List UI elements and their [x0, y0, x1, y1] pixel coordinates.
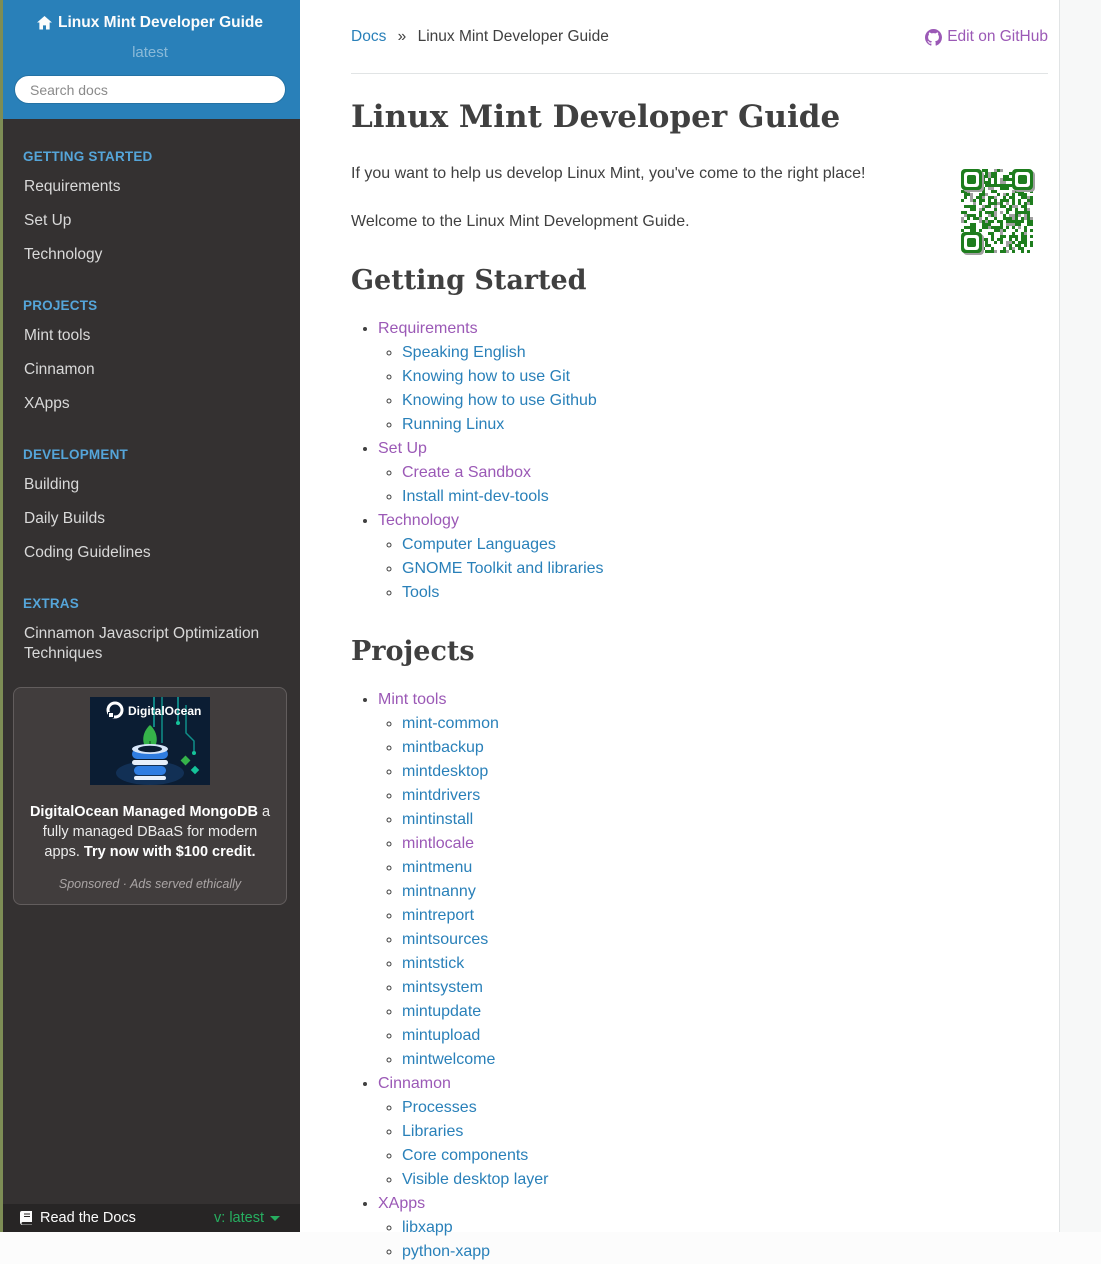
book-icon: [20, 1211, 33, 1225]
toc-subitem: [402, 1240, 1048, 1264]
toc-link-mintupload[interactable]: mintupload: [402, 1027, 481, 1044]
intro-paragraph-1: If you want to help us develop Linux Mint, you've come to the right place!: [351, 165, 866, 182]
sidebar-caption-extras: EXTRAS: [23, 596, 79, 611]
intro-paragraph-2: Welcome to the Linux Mint Development Guide.: [351, 213, 690, 230]
toc-link-core-components[interactable]: Core components: [402, 1147, 529, 1164]
toc-link-mintnanny[interactable]: mintnanny: [402, 883, 476, 900]
version-label: latest: [132, 44, 168, 61]
toc-link-mintreport[interactable]: mintreport: [402, 907, 475, 924]
breadcrumb: [351, 28, 1048, 46]
toc-link-requirements[interactable]: Requirements: [378, 320, 478, 337]
toc-link-xapps[interactable]: XApps: [378, 1195, 426, 1212]
toc-subitem: [402, 832, 1048, 856]
toc-link-knowing-how-to-use-git[interactable]: Knowing how to use Git: [402, 368, 571, 385]
sidebar-item-cinnamon[interactable]: Cinnamon: [24, 361, 95, 378]
sidebar: [0, 0, 300, 1232]
section-heading-projects: Projects: [351, 636, 475, 667]
sidebar-item-xapps[interactable]: XApps: [24, 395, 70, 412]
content-right-gutter: [1059, 0, 1101, 1232]
toc-link-mintupdate[interactable]: mintupdate: [402, 1003, 482, 1020]
toc-subitem: [402, 365, 1048, 389]
toc-subitem: [402, 1168, 1048, 1192]
sidebar-item-set-up[interactable]: Set Up: [24, 212, 72, 229]
breadcrumb-current: Linux Mint Developer Guide: [417, 28, 609, 45]
section-heading-getting-started: Getting Started: [351, 265, 587, 296]
toc-link-create-a-sandbox[interactable]: Create a Sandbox: [402, 464, 531, 481]
toc-item: [378, 688, 1048, 1072]
version-flyout-toggle[interactable]: v: latest: [214, 1210, 280, 1226]
sidebar-caption-getting-started: GETTING STARTED: [23, 149, 153, 164]
sidebar-caption-projects: PROJECTS: [23, 298, 98, 313]
toc-link-mint-common[interactable]: mint-common: [402, 715, 499, 732]
breadcrumb-docs-link[interactable]: Docs: [351, 28, 387, 45]
toc-link-running-linux[interactable]: Running Linux: [402, 416, 505, 433]
toc-subitem: [402, 880, 1048, 904]
toc-subitem: [402, 952, 1048, 976]
toc-link-mintsources[interactable]: mintsources: [402, 931, 489, 948]
search-input[interactable]: [14, 75, 286, 104]
db-cylinder: [132, 744, 168, 780]
toc-link-python-xapp[interactable]: python-xapp: [402, 1243, 491, 1260]
page-title: Linux Mint Developer Guide: [351, 99, 841, 135]
toc-subitem: [402, 389, 1048, 413]
sidebar-item-mint-tools[interactable]: Mint tools: [24, 327, 91, 344]
toc-link-mint-tools[interactable]: Mint tools: [378, 691, 447, 708]
toc-link-mintdesktop[interactable]: mintdesktop: [402, 763, 489, 780]
toc-link-mintsystem[interactable]: mintsystem: [402, 979, 483, 996]
sidebar-nav: [0, 119, 300, 671]
toc-link-mintmenu[interactable]: mintmenu: [402, 859, 473, 876]
rtd-version-bar[interactable]: [0, 1204, 300, 1232]
breadcrumb-divider: [351, 73, 1048, 74]
intro-paragraphs: [351, 162, 1048, 234]
toc-subitem: [402, 557, 1048, 581]
sidebar-caption-development: DEVELOPMENT: [23, 447, 128, 462]
toc-subitem: [402, 461, 1048, 485]
toc-link-libxapp[interactable]: libxapp: [402, 1219, 453, 1236]
toc-link-set-up[interactable]: Set Up: [378, 440, 427, 457]
toc-item: [378, 1192, 1048, 1264]
sidebar-item-building[interactable]: Building: [24, 476, 80, 493]
toc-link-mintstick[interactable]: mintstick: [402, 955, 465, 972]
toc-item: [378, 1072, 1048, 1192]
github-icon: [925, 29, 942, 46]
toc-link-mintwelcome[interactable]: mintwelcome: [402, 1051, 496, 1068]
toc-item: [378, 437, 1048, 509]
chevron-down-icon: [270, 1216, 280, 1221]
toc-subitem: [402, 784, 1048, 808]
breadcrumb-separator: »: [397, 28, 407, 45]
ad-image-digitalocean: [90, 697, 210, 785]
toc-subitem: [402, 928, 1048, 952]
toc-subitem: [402, 413, 1048, 437]
toc-link-processes[interactable]: Processes: [402, 1099, 477, 1116]
toc-subitem: [402, 1216, 1048, 1240]
toc-subitem: [402, 1120, 1048, 1144]
toc-link-libraries[interactable]: Libraries: [402, 1123, 464, 1140]
toc-link-computer-languages[interactable]: Computer Languages: [402, 536, 556, 553]
toc-link-mintbackup[interactable]: mintbackup: [402, 739, 484, 756]
sidebar-item-cinnamon-javascript-optimization-techniques[interactable]: Cinnamon Javascript Optimization Techniques: [24, 625, 260, 662]
toc-link-tools[interactable]: Tools: [402, 584, 440, 601]
toc-subitem: [402, 581, 1048, 605]
toc-subitem: [402, 1048, 1048, 1072]
qr-code-image: [947, 163, 1047, 260]
sidebar-item-coding-guidelines[interactable]: Coding Guidelines: [24, 544, 151, 561]
toc-root: [351, 265, 1048, 1264]
toc-subitem: [402, 760, 1048, 784]
home-icon: [37, 16, 52, 30]
toc-subitem: [402, 808, 1048, 832]
sidebar-item-technology[interactable]: Technology: [24, 246, 103, 263]
toc-item: [378, 509, 1048, 605]
toc-link-mintlocale[interactable]: mintlocale: [402, 835, 475, 852]
toc-link-install-mint-dev-tools[interactable]: Install mint-dev-tools: [402, 488, 549, 505]
toc-link-mintinstall[interactable]: mintinstall: [402, 811, 474, 828]
toc-subitem: [402, 976, 1048, 1000]
sidebar-item-daily-builds[interactable]: Daily Builds: [24, 510, 105, 527]
toc-link-mintdrivers[interactable]: mintdrivers: [402, 787, 481, 804]
toc-subitem: [402, 904, 1048, 928]
toc-subitem: [402, 712, 1048, 736]
toc-subitem: [402, 341, 1048, 365]
toc-item: [378, 317, 1048, 437]
sidebar-item-requirements[interactable]: Requirements: [24, 178, 121, 195]
toc-link-gnome-toolkit-and-libraries[interactable]: GNOME Toolkit and libraries: [402, 560, 604, 577]
toc-subitem: [402, 736, 1048, 760]
project-title: Linux Mint Developer Guide: [58, 14, 263, 31]
main-content: [300, 0, 1059, 1260]
toc-subitem: [402, 856, 1048, 880]
toc-subitem: [402, 485, 1048, 509]
edit-on-github-link[interactable]: Edit on GitHub: [925, 28, 1048, 46]
ad-copy: DigitalOcean Managed MongoDB a fully managed DBaaS for modern apps. Try now with $100 credit.: [29, 804, 271, 860]
toc-subitem: [402, 1096, 1048, 1120]
toc-subitem: [402, 1144, 1048, 1168]
toc-subitem: [402, 1024, 1048, 1048]
toc-link-speaking-english[interactable]: Speaking English: [402, 344, 526, 361]
toc-link-visible-desktop-layer[interactable]: Visible desktop layer: [402, 1171, 549, 1188]
toc-link-technology[interactable]: Technology: [378, 512, 459, 529]
sidebar-header: [0, 0, 300, 119]
project-home-link[interactable]: [37, 14, 263, 32]
toc-subitem: [402, 533, 1048, 557]
ethical-ad[interactable]: [13, 687, 287, 905]
ad-sponsored-label: Sponsored · Ads served ethically: [58, 877, 242, 891]
toc-subitem: [402, 1000, 1048, 1024]
toc-link-cinnamon[interactable]: Cinnamon: [378, 1075, 451, 1092]
read-the-docs-link[interactable]: Read the Docs: [20, 1210, 136, 1226]
toc-link-knowing-how-to-use-github[interactable]: Knowing how to use Github: [402, 392, 597, 409]
ad-brand-text: DigitalOcean: [128, 704, 202, 718]
window-edge-strip: [0, 0, 3, 1232]
